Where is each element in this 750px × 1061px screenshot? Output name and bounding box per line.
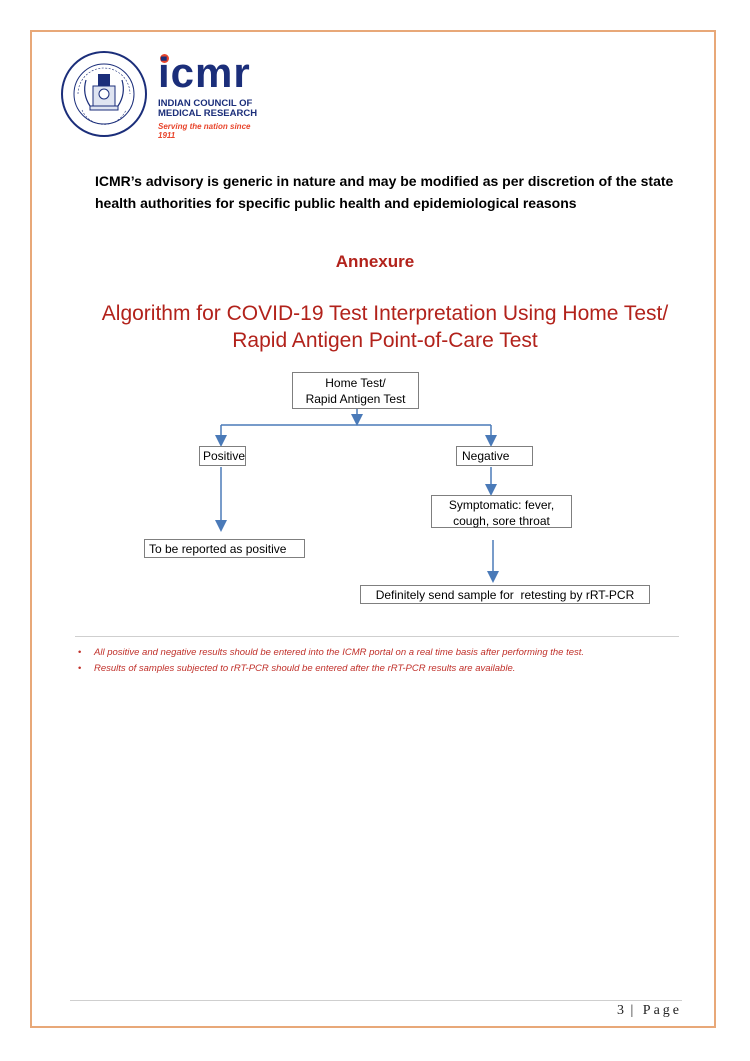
page-label: | Page <box>630 1003 683 1018</box>
icmr-wordmark: icmr <box>158 49 251 96</box>
icmr-wordmark-logo <box>158 49 268 140</box>
flow-start-line2: Rapid Antigen Test <box>305 392 406 406</box>
flow-negative-label: Negative <box>462 449 510 463</box>
flow-report-positive-label: To be reported as positive <box>149 542 287 556</box>
footer-divider <box>70 1000 682 1001</box>
page-footer <box>617 1003 682 1019</box>
note-item: • All positive and negative results should be entered into the ICMR portal on a real time basis after performing the test. <box>78 645 698 661</box>
flow-positive-box <box>199 446 246 466</box>
notes-divider <box>75 636 679 637</box>
algorithm-title-line2: Rapid Antigen Point-of-Care Test <box>232 329 538 352</box>
flow-start-box <box>292 372 419 409</box>
flow-report-positive-box <box>144 539 305 558</box>
icmr-emblem-logo <box>60 50 148 138</box>
annexure-heading: Annexure <box>335 252 415 271</box>
flow-symptomatic-line1: Symptomatic: fever, <box>448 498 555 512</box>
icmr-name-line1: INDIAN COUNCIL OF <box>158 98 253 109</box>
flow-retest-label: Definitely send sample for retesting by rRT-PCR <box>375 588 635 602</box>
flow-positive-label: Positive <box>203 449 246 463</box>
notes-list <box>78 645 698 677</box>
flow-negative-box <box>456 446 533 466</box>
algorithm-title <box>0 300 750 354</box>
note-item: • Results of samples subjected to rRT-PCR should be entered after the rRT-PCR results are available. <box>78 661 698 677</box>
flow-symptomatic-box <box>431 495 572 528</box>
page-number: 3 <box>617 1003 624 1018</box>
flow-start-line1: Home Test/ <box>325 376 386 390</box>
advisory-text: ICMR’s advisory is generic in nature and may be modified as per discretion of the state health authorities for specific public health and epidemiological reasons <box>95 173 674 211</box>
flow-symptomatic-line2: cough, sore throat <box>453 514 550 528</box>
icmr-tagline: Serving the nation since 1911 <box>158 122 251 140</box>
icmr-name-line2: MEDICAL RESEARCH <box>158 108 258 119</box>
flow-retest-box <box>360 585 650 604</box>
algorithm-title-line1: Algorithm for COVID-19 Test Interpretation Using Home Test/ <box>101 302 669 325</box>
